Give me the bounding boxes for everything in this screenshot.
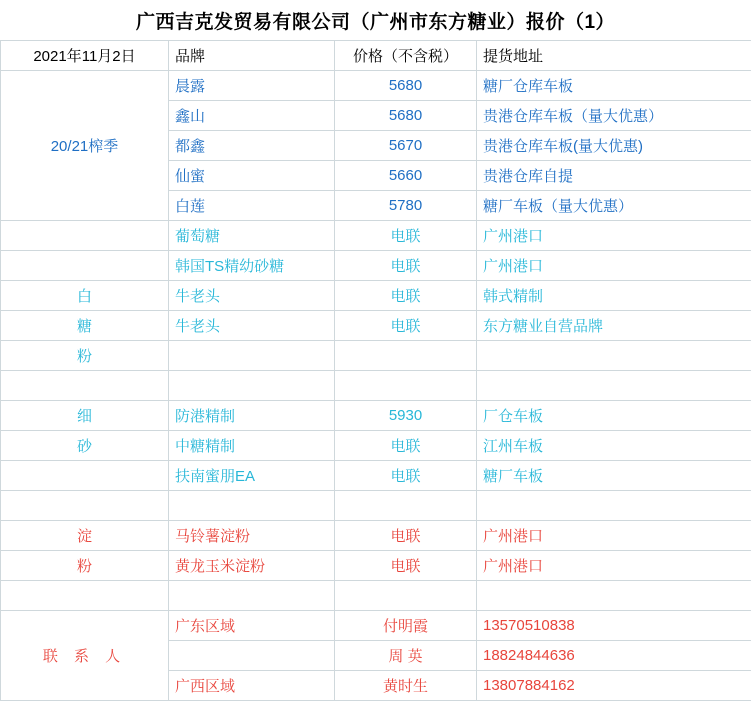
spacer-cell [335, 371, 477, 401]
brand-cell: 中糖精制 [169, 431, 335, 461]
group-label-white-sugar-2: 糖 [1, 311, 169, 341]
contact-name: 付明霞 [335, 611, 477, 641]
price-cell: 电联 [335, 551, 477, 581]
contact-phone: 18824844636 [477, 641, 751, 671]
page-title: 广西吉克发贸易有限公司（广州市东方糖业）报价（1） [0, 0, 751, 40]
brand-cell: 黄龙玉米淀粉 [169, 551, 335, 581]
contact-region: 广东区域 [169, 611, 335, 641]
contact-name: 黄时生 [335, 671, 477, 701]
table-row [1, 221, 751, 251]
pickup-cell: 广州港口 [477, 521, 751, 551]
brand-cell: 葡萄糖 [169, 221, 335, 251]
price-cell: 5660 [335, 161, 477, 191]
price-cell: 电联 [335, 521, 477, 551]
contact-region: 广西区域 [169, 671, 335, 701]
table-row [1, 281, 751, 311]
pickup-cell: 广州港口 [477, 551, 751, 581]
price-cell: 5930 [335, 401, 477, 431]
table-row [1, 251, 751, 281]
brand-cell: 韩国TS精幼砂糖 [169, 251, 335, 281]
brand-cell: 牛老头 [169, 281, 335, 311]
spacer-cell [335, 581, 477, 611]
pickup-cell: 贵港仓库自提 [477, 161, 751, 191]
header-price: 价格（不含税） [335, 41, 477, 71]
pickup-cell: 江州车板 [477, 431, 751, 461]
group-label-spacer [1, 221, 169, 251]
brand-cell: 马铃薯淀粉 [169, 521, 335, 551]
spacer-cell [1, 461, 169, 491]
price-cell: 电联 [335, 281, 477, 311]
price-cell: 5780 [335, 191, 477, 221]
brand-cell: 牛老头 [169, 311, 335, 341]
table-row [1, 431, 751, 461]
contact-phone: 13570510838 [477, 611, 751, 641]
table-row [1, 611, 751, 641]
table-header-row [1, 41, 751, 71]
group-label-spacer [1, 251, 169, 281]
pickup-cell: 东方糖业自营品牌 [477, 311, 751, 341]
pickup-cell [477, 341, 751, 371]
spacer-cell [335, 491, 477, 521]
table-row [1, 491, 751, 521]
spacer-cell [477, 491, 751, 521]
group-label-white-sugar-1: 白 [1, 281, 169, 311]
contact-phone: 13807884162 [477, 671, 751, 701]
spacer-cell [477, 581, 751, 611]
contact-name: 周 英 [335, 641, 477, 671]
group-label-starch-1: 淀 [1, 521, 169, 551]
pickup-cell: 糖厂仓库车板 [477, 71, 751, 101]
price-cell [335, 341, 477, 371]
table-row [1, 311, 751, 341]
group-label-season: 20/21榨季 [1, 71, 169, 221]
header-date: 2021年11月2日 [1, 41, 169, 71]
price-table [0, 40, 751, 701]
table-row [1, 371, 751, 401]
price-cell: 电联 [335, 461, 477, 491]
table-row [1, 521, 751, 551]
table-row [1, 401, 751, 431]
header-brand: 品牌 [169, 41, 335, 71]
spacer-cell [169, 491, 335, 521]
spacer-cell [1, 581, 169, 611]
group-label-fine-sand-2: 砂 [1, 431, 169, 461]
group-label-starch-2: 粉 [1, 551, 169, 581]
pickup-cell: 糖厂车板 [477, 461, 751, 491]
price-cell: 电联 [335, 251, 477, 281]
contacts-label: 联 系 人 [1, 611, 169, 701]
brand-cell: 扶南蜜朋EA [169, 461, 335, 491]
spacer-cell [169, 371, 335, 401]
header-pickup: 提货地址 [477, 41, 751, 71]
price-cell: 电联 [335, 431, 477, 461]
spacer-cell [1, 371, 169, 401]
group-label-fine-sand-1: 细 [1, 401, 169, 431]
brand-cell: 鑫山 [169, 101, 335, 131]
brand-cell: 仙蜜 [169, 161, 335, 191]
brand-cell: 防港精制 [169, 401, 335, 431]
table-row [1, 341, 751, 371]
pickup-cell: 韩式精制 [477, 281, 751, 311]
pickup-cell: 广州港口 [477, 251, 751, 281]
table-row [1, 581, 751, 611]
price-cell: 5670 [335, 131, 477, 161]
price-cell: 5680 [335, 71, 477, 101]
brand-cell: 白莲 [169, 191, 335, 221]
price-cell: 电联 [335, 311, 477, 341]
brand-cell [169, 341, 335, 371]
price-cell: 电联 [335, 221, 477, 251]
table-row [1, 551, 751, 581]
table-row [1, 461, 751, 491]
brand-cell: 都鑫 [169, 131, 335, 161]
pickup-cell: 糖厂车板（量大优惠） [477, 191, 751, 221]
spacer-cell [169, 581, 335, 611]
pickup-cell: 贵港仓库车板(量大优惠) [477, 131, 751, 161]
group-label-white-sugar-3: 粉 [1, 341, 169, 371]
pickup-cell: 广州港口 [477, 221, 751, 251]
spacer-cell [477, 371, 751, 401]
price-cell: 5680 [335, 101, 477, 131]
table-row [1, 71, 751, 101]
contact-region [169, 641, 335, 671]
brand-cell: 晨露 [169, 71, 335, 101]
pickup-cell: 厂仓车板 [477, 401, 751, 431]
spacer-cell [1, 491, 169, 521]
pickup-cell: 贵港仓库车板（量大优惠） [477, 101, 751, 131]
